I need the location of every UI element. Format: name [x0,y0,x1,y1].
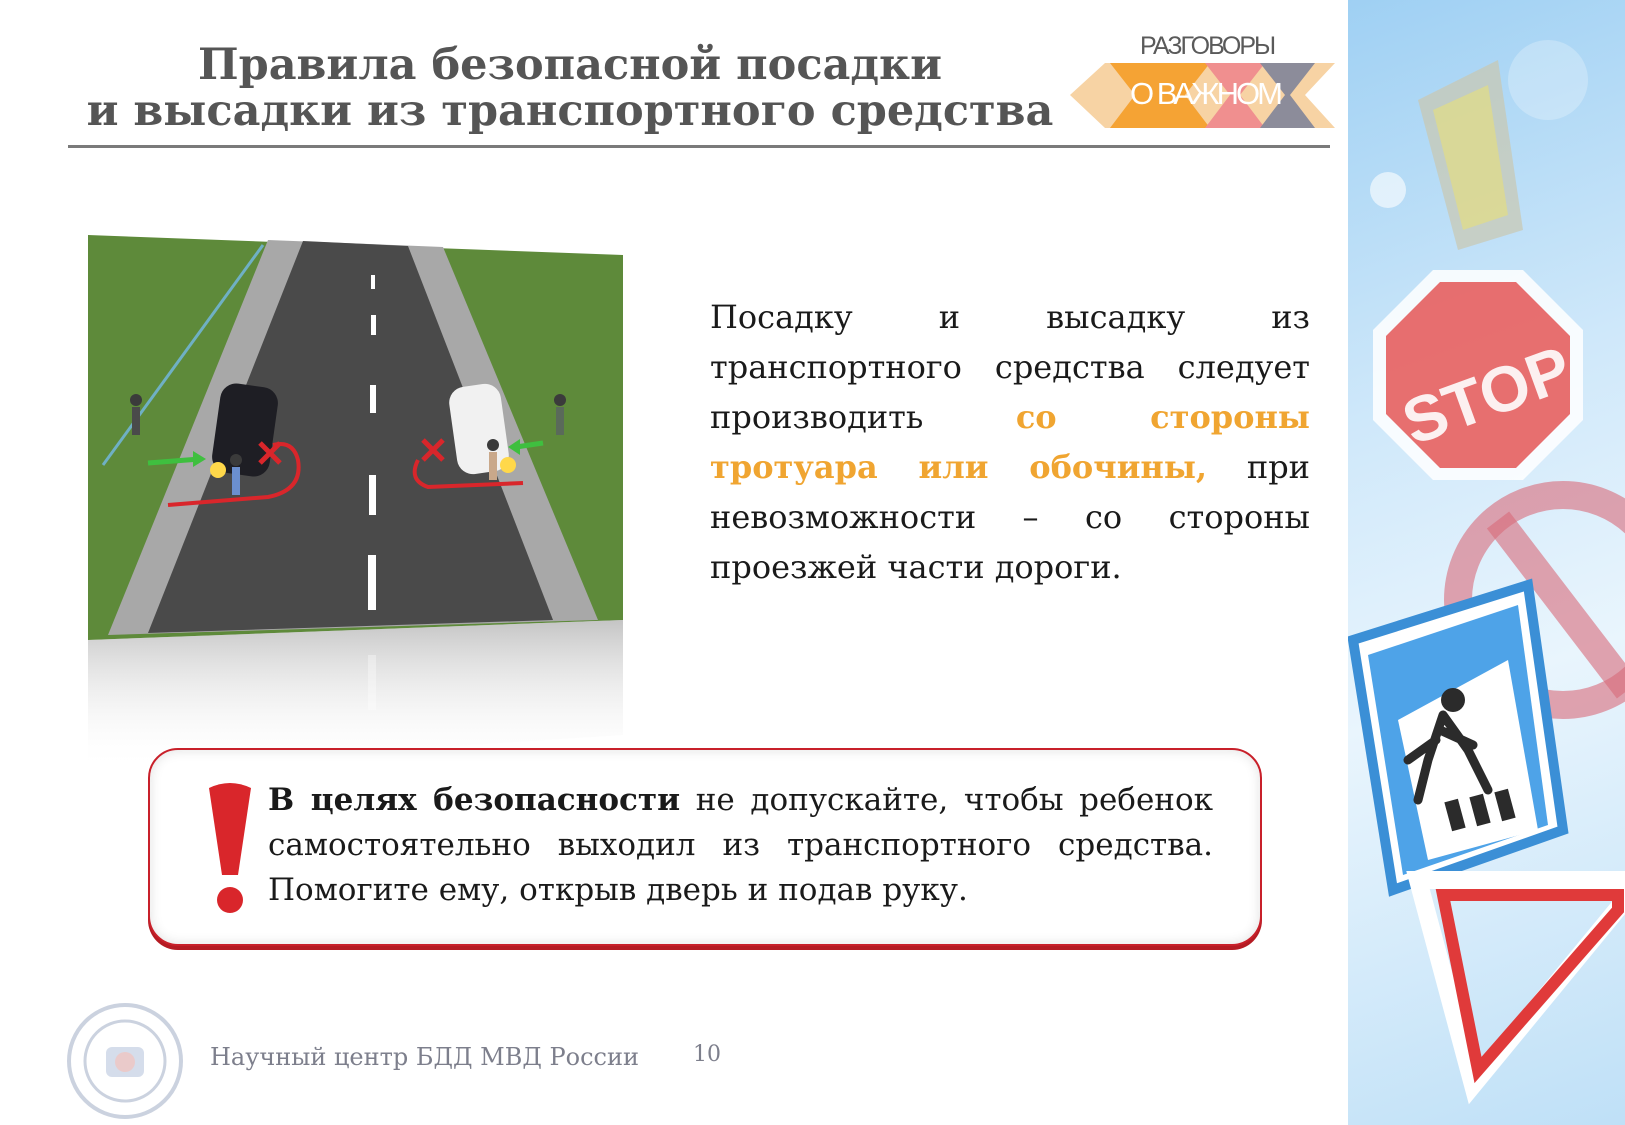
warning-text [268,778,1213,913]
brand-bottom-text: О ВАЖНОМ [1130,76,1280,111]
yield-sign-icon [1418,880,1625,1085]
warning-body: не допускайте, чтобы ребенок самостоятельно выходил из транспортного средства. Помогите ему, открыв дверь и подав руку. [268,782,1213,908]
footer-organization: Научный центр БДД МВД России [210,1043,639,1071]
title-divider [68,145,1330,148]
title-line-2: и высадки из транспортного средства [86,86,1054,136]
stop-sign-icon [1373,270,1583,480]
ministry-seal-icon [66,1002,184,1120]
svg-text:STOP: STOP [1393,331,1581,459]
title-line-1: Правила безопасной посадки [198,40,942,90]
para-text-2: при невозможности – со стороны проезжей части дороги. [710,448,1311,586]
brand-top-text: РАЗГОВОРЫ [1140,32,1275,60]
page-number: 10 [693,1042,721,1067]
main-paragraph [710,292,1310,592]
road-signs-panel [1348,0,1625,1125]
para-text-1: Посадку и высадку из транспортного средства следует производить [710,298,1310,436]
exclamation-icon [205,780,255,915]
warning-bold: В целях безопасности [268,782,681,818]
warning-sign-icon [1418,60,1523,250]
page-title [70,42,1070,134]
brand-logo [1070,28,1335,133]
para-highlight: со стороны тротуара или обочины, [710,398,1310,486]
pedestrian-crossing-sign-icon [1353,585,1563,890]
road-illustration [88,235,623,770]
